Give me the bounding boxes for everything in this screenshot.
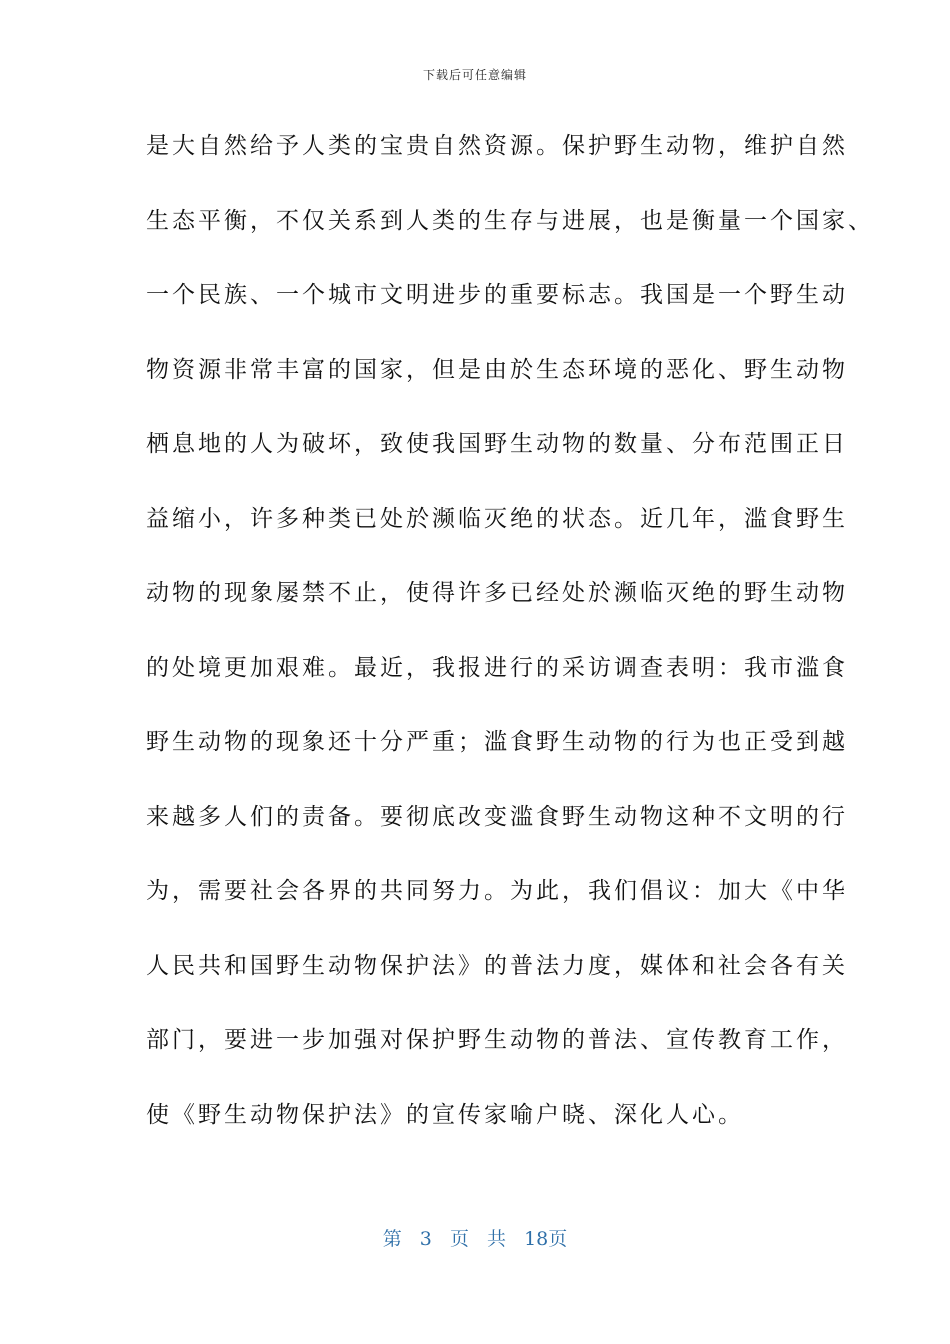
text-line: 野生动物的现象还十分严重；滥食野生动物的行为也正受到越 [146,729,848,755]
total-pages: 18页 [524,1228,568,1250]
page-label-prefix: 第 [382,1228,402,1250]
text-line: 使《野生动物保护法》的宣传家喻户晓、深化人心。 [146,1101,744,1128]
text-line: 的处境更加艰难。最近，我报进行的采访调查表明：我市滥食 [146,654,848,681]
text-line: 人民共和国野生动物保护法》的普法力度，媒体和社会各有关 [146,952,848,979]
total-label: 共 [487,1228,507,1250]
text-line: 栖息地的人为破坏，致使我国野生动物的数量、分布范围正日 [146,431,848,457]
text-line: 动物的现象屡禁不止，使得许多已经处於濒临灭绝的野生动物 [146,580,848,606]
text-line: 益缩小，许多种类已处於濒临灭绝的状态。近几年，滥食野生 [146,505,848,532]
text-line: 一个民族、一个城市文明进步的重要标志。我国是一个野生动 [146,282,848,308]
text-line: 为，需要社会各界的共同努力。为此，我们倡议：加大《中华 [146,878,848,904]
page-label-mid: 页 [449,1228,469,1250]
body-text [146,124,874,1167]
text-line: 生态平衡，不仅关系到人类的生存与进展，也是衡量一个国家、 [146,207,874,234]
header-note: 下载后可任意编辑 [422,68,527,82]
text-line: 物资源非常丰富的国家，但是由於生态环境的恶化、野生动物 [146,356,848,383]
current-page-number: 3 [419,1228,432,1250]
text-line: 是大自然给予人类的宝贵自然资源。保护野生动物，维护自然 [146,133,848,159]
text-line: 来越多人们的责备。要彻底改变滥食野生动物这种不文明的行 [146,803,848,830]
text-line: 部门，要进一步加强对保护野生动物的普法、宣传教育工作， [146,1027,848,1053]
page-number-footer [0,1224,950,1251]
